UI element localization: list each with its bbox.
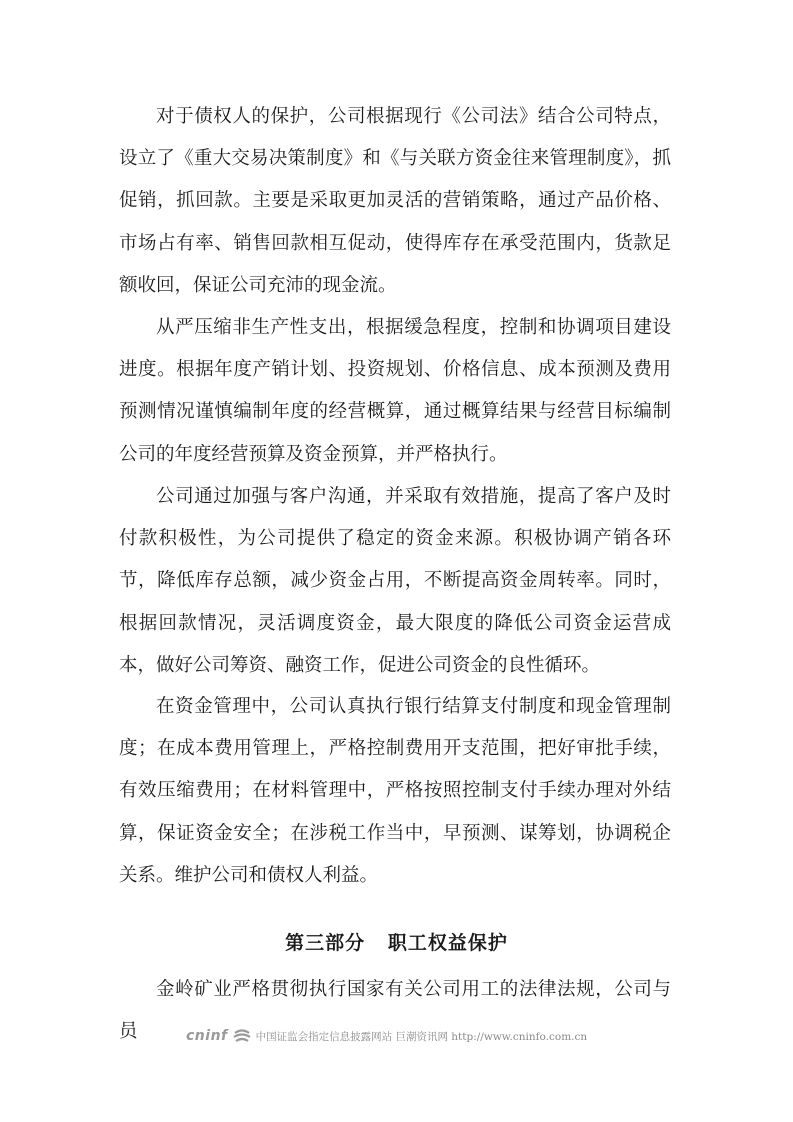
paragraph-creditor-protection: 对于债权人的保护，公司根据现行《公司法》结合公司特点，设立了《重大交易决策制度》和《与关联方资金往来管理制度》，抓促销，抓回款。主要是采取更加灵活的营销策略，通过产品价格、市场占有率、销售回款相互促动，使得库存在承受范围内，货款足额收回，保证公司充沛的现金流。: [119, 106, 671, 296]
footer-brand: cninf: [186, 1028, 228, 1044]
footer-text: 中国证监会指定信息披露网站 巨潮资讯网 http://www.cninfo.com.cn: [255, 1030, 588, 1043]
paragraph-employee-rights: 金岭矿业严格贯彻执行国家有关公司用工的法律法规，公司与员: [119, 979, 671, 1043]
paragraph-expense-control: 从严压缩非生产性支出，根据缓急程度，控制和协调项目建设进度。根据年度产销计划、投资规划、价格信息、成本预测及费用预测情况谨慎编制年度的经营概算，通过概算结果与经营目标编制公司的年度经营预算及资金预算，并严格执行。: [119, 317, 671, 465]
section-heading: 第三部分 职工权益保护: [285, 932, 508, 954]
page-footer: [186, 1028, 587, 1044]
paragraph-customer-communication: 公司通过加强与客户沟通，并采取有效措施，提高了客户及时付款积极性，为公司提供了稳定的资金来源。积极协调产销各环节，降低库存总额，减少资金占用，不断提高资金周转率。同时，根据回款情况，灵活调度资金，最大限度的降低公司资金运营成本，做好公司筹资、融资工作，促进公司资金的良性循环。: [119, 486, 671, 676]
cninfo-logo-icon: [232, 1028, 252, 1044]
paragraph-fund-management: 在资金管理中，公司认真执行银行结算支付制度和现金管理制度；在成本费用管理上，严格控制费用开支范围，把好审批手续，有效压缩费用；在材料管理中，严格按照控制支付手续办理对外结算，保证资金安全；在涉税工作当中，早预测、谋筹划，协调税企关系。维护公司和债权人利益。: [119, 696, 671, 886]
